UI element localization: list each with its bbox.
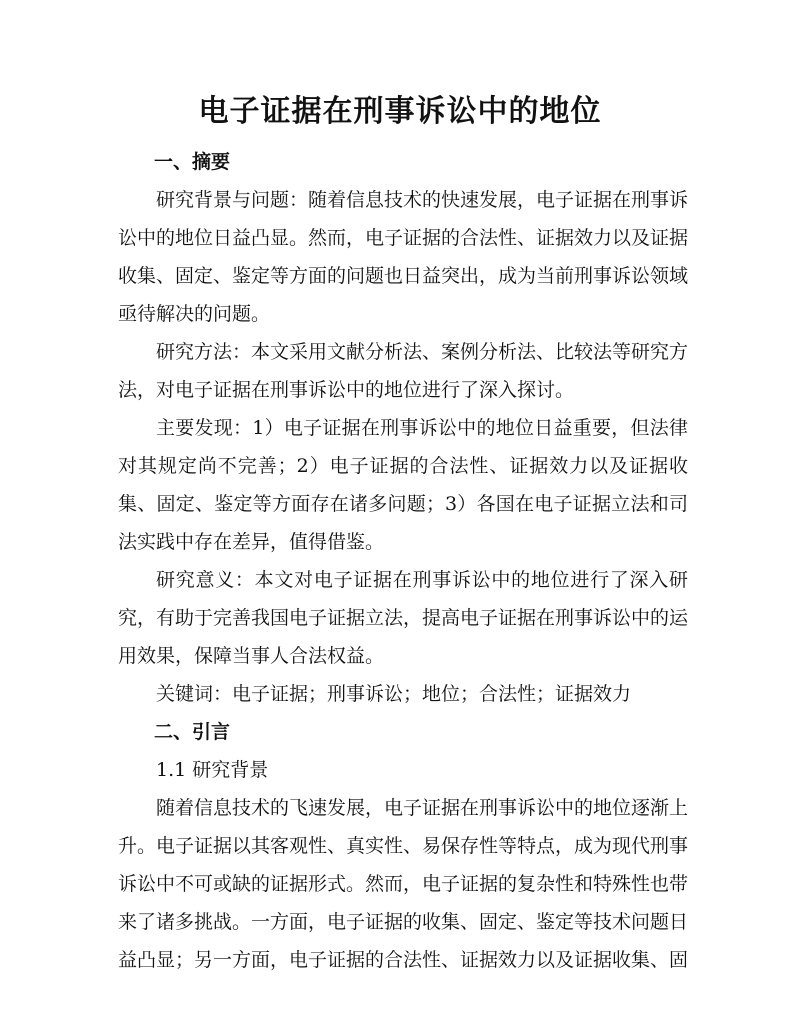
- keywords-line: 关键词：电子证据；刑事诉讼；地位；合法性；证据效力: [156, 683, 632, 705]
- abstract-heading: 一、摘要: [154, 151, 231, 173]
- document-title: 电子证据在刑事诉讼中的地位: [198, 94, 602, 129]
- introduction-paragraph: 随着信息技术的飞速发展，电子证据在刑事诉讼中的地位逐渐上升。电子证据以其客观性、真实性、易保存性等特点，成为现代刑事诉讼中不可或缺的证据形式。然而，电子证据的复杂性和特殊性也带来了诸多挑战。一方面，电子证据的收集、固定、鉴定等技术问题日益凸显；另一方面，电子证据的合法性、证据效力以及证据收集、固: [118, 797, 689, 971]
- document-body: [118, 143, 688, 979]
- abstract-paragraph-findings: 主要发现：1）电子证据在刑事诉讼中的地位日益重要，但法律对其规定尚不完善；2）电子证据的合法性、证据效力以及证据收集、固定、鉴定等方面存在诸多问题；3）各国在电子证据立法和司法实践中存在差异，值得借鉴。: [118, 417, 688, 553]
- abstract-paragraph-significance: 研究意义：本文对电子证据在刑事诉讼中的地位进行了深入研究，有助于完善我国电子证据立法，提高电子证据在刑事诉讼中的运用效果，保障当事人合法权益。: [118, 569, 689, 667]
- research-background-subheading: 1.1 研究背景: [156, 759, 269, 781]
- abstract-paragraph-background: 研究背景与问题：随着信息技术的快速发展，电子证据在刑事诉讼中的地位日益凸显。然而，电子证据的合法性、证据效力以及证据收集、固定、鉴定等方面的问题也日益突出，成为当前刑事诉讼领域亟待解决的问题。: [118, 189, 689, 325]
- introduction-heading: 二、引言: [154, 721, 231, 743]
- abstract-paragraph-method: 研究方法：本文采用文献分析法、案例分析法、比较法等研究方法，对电子证据在刑事诉讼中的地位进行了深入探讨。: [118, 341, 689, 401]
